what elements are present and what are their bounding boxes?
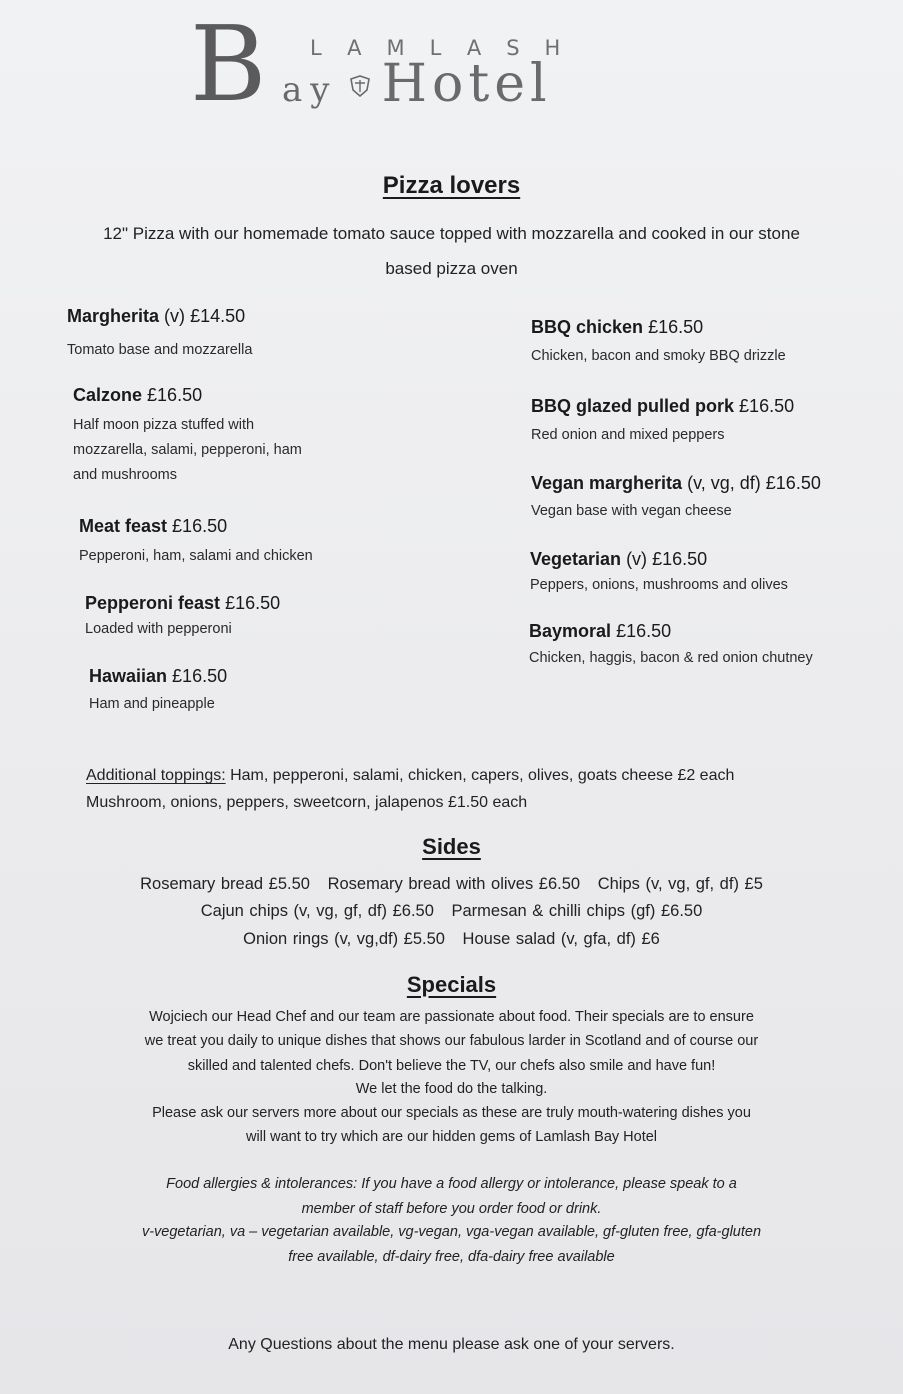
item-desc: Tomato base and mozzarella bbox=[67, 342, 253, 358]
pizza-item bbox=[67, 304, 252, 363]
specials-line: skilled and talented chefs. Don't believe the TV, our chefs also smile and have fun! bbox=[187, 1058, 716, 1074]
item-title bbox=[89, 664, 227, 688]
item-title bbox=[529, 619, 813, 643]
hotel-logo bbox=[190, 3, 710, 125]
sides-line bbox=[0, 871, 903, 898]
item-title bbox=[531, 394, 794, 418]
item-title bbox=[67, 304, 252, 328]
side-item: Rosemary bread £5.50 bbox=[140, 875, 310, 893]
item-desc: and mushrooms bbox=[73, 467, 177, 483]
item-price: £16.50 bbox=[765, 473, 821, 493]
pizza-item bbox=[89, 664, 227, 717]
item-title bbox=[73, 383, 302, 407]
item-price: £16.50 bbox=[147, 385, 203, 405]
item-desc: Half moon pizza stuffed with bbox=[73, 417, 255, 433]
item-desc: Loaded with pepperoni bbox=[85, 621, 232, 637]
item-desc: Peppers, onions, mushrooms and olives bbox=[530, 577, 788, 593]
item-name: Hawaiian bbox=[89, 666, 168, 686]
toppings-text1: Ham, pepperoni, salami, chicken, capers, olives, goats cheese £2 each bbox=[225, 767, 735, 784]
pizza-item bbox=[531, 471, 821, 524]
item-name: Vegetarian bbox=[530, 549, 622, 569]
specials-line: we treat you daily to unique dishes that shows our fabulous larder in Scotland and of course our bbox=[144, 1033, 759, 1049]
pizza-item bbox=[531, 394, 794, 448]
item-title bbox=[531, 315, 786, 339]
item-price: £16.50 bbox=[616, 621, 672, 641]
logo-top-text: LAMLASH bbox=[310, 36, 586, 60]
logo-bottom-text bbox=[282, 54, 552, 116]
item-name: Meat feast bbox=[79, 516, 168, 536]
side-item: Cajun chips (v, vg, gf, df) £6.50 bbox=[200, 902, 434, 920]
item-price: £16.50 bbox=[648, 317, 704, 337]
item-name: Vegan margherita bbox=[531, 473, 683, 493]
allergy-line: free available, df-dairy free, dfa-dairy free available bbox=[288, 1249, 615, 1265]
item-desc: Ham and pineapple bbox=[89, 696, 215, 712]
pizza-intro-line1: 12" Pizza with our homemade tomato sauce topped with mozzarella and cooked in our stone bbox=[103, 224, 800, 243]
item-title bbox=[85, 591, 280, 615]
sides-line bbox=[0, 926, 903, 953]
toppings-label: Additional toppings: bbox=[86, 767, 226, 784]
pizza-item bbox=[529, 619, 813, 671]
pizza-intro-line2: based pizza oven bbox=[385, 259, 518, 278]
item-name: BBQ chicken bbox=[531, 317, 644, 337]
side-item: Chips (v, vg, gf, df) £5 bbox=[597, 875, 763, 893]
pizza-item bbox=[85, 591, 280, 642]
additional-toppings bbox=[86, 762, 734, 816]
crest-icon bbox=[349, 75, 371, 97]
sides-line bbox=[0, 898, 903, 925]
specials-line: will want to try which are our hidden gems of Lamlash Bay Hotel bbox=[245, 1129, 658, 1145]
item-title bbox=[79, 514, 313, 538]
side-item: Onion rings (v, vg,df) £5.50 bbox=[243, 930, 445, 948]
specials-heading: Specials bbox=[406, 972, 497, 997]
item-desc: Chicken, bacon and smoky BBQ drizzle bbox=[531, 348, 786, 364]
pizza-item bbox=[531, 315, 786, 369]
logo-bay: ay bbox=[282, 70, 338, 110]
item-name: Pepperoni feast bbox=[85, 593, 221, 613]
sides-heading: Sides bbox=[422, 834, 481, 859]
footer-note: Any Questions about the menu please ask one of your servers. bbox=[228, 1336, 675, 1353]
item-desc: Vegan base with vegan cheese bbox=[531, 503, 732, 519]
item-price: £16.50 bbox=[172, 516, 228, 536]
specials-line: Please ask our servers more about our specials as these are truly mouth-watering dishes you bbox=[152, 1105, 751, 1121]
item-price: £16.50 bbox=[652, 549, 708, 569]
item-tags: (v) bbox=[164, 306, 186, 326]
allergy-line: v-vegetarian, va – vegetarian available, vg-vegan, vga-vegan available, gf-gluten free, gfa-gluten bbox=[141, 1224, 762, 1240]
item-name: Calzone bbox=[73, 385, 143, 405]
allergy-line: member of staff before you order food or drink. bbox=[301, 1201, 602, 1217]
item-tags: (v, vg, df) bbox=[687, 473, 761, 493]
item-price: £14.50 bbox=[190, 306, 246, 326]
pizza-item bbox=[73, 383, 302, 488]
side-item: Rosemary bread with olives £6.50 bbox=[327, 875, 581, 893]
item-desc: Chicken, haggis, bacon & red onion chutney bbox=[529, 650, 813, 666]
side-item: Parmesan & chilli chips (gf) £6.50 bbox=[451, 902, 703, 920]
logo-hotel: Hotel bbox=[381, 54, 552, 114]
allergy-line: Food allergies & intolerances: If you have a food allergy or intolerance, please speak to a bbox=[166, 1176, 737, 1192]
item-tags: (v) bbox=[626, 549, 648, 569]
item-name: Baymoral bbox=[529, 621, 612, 641]
toppings-line2: Mushroom, onions, peppers, sweetcorn, jalapenos £1.50 each bbox=[86, 794, 528, 811]
pizza-item bbox=[79, 514, 313, 569]
item-name: BBQ glazed pulled pork bbox=[531, 396, 735, 416]
specials-line: Wojciech our Head Chef and our team are passionate about food. Their specials are to ensure bbox=[149, 1009, 754, 1025]
item-price: £16.50 bbox=[172, 666, 228, 686]
item-desc: Red onion and mixed peppers bbox=[531, 427, 725, 443]
pizza-heading: Pizza lovers bbox=[382, 172, 521, 199]
specials-line: We let the food do the talking. bbox=[355, 1081, 548, 1097]
item-title bbox=[530, 547, 788, 571]
item-name: Margherita bbox=[67, 306, 160, 326]
toppings-line1 bbox=[86, 762, 734, 789]
logo-initial: B bbox=[190, 3, 267, 125]
side-item: House salad (v, gfa, df) £6 bbox=[462, 930, 660, 948]
pizza-item bbox=[530, 547, 788, 598]
item-desc: Pepperoni, ham, salami and chicken bbox=[79, 548, 313, 564]
item-title bbox=[531, 471, 821, 495]
item-price: £16.50 bbox=[739, 396, 795, 416]
item-desc: mozzarella, salami, pepperoni, ham bbox=[73, 442, 302, 458]
item-price: £16.50 bbox=[225, 593, 281, 613]
